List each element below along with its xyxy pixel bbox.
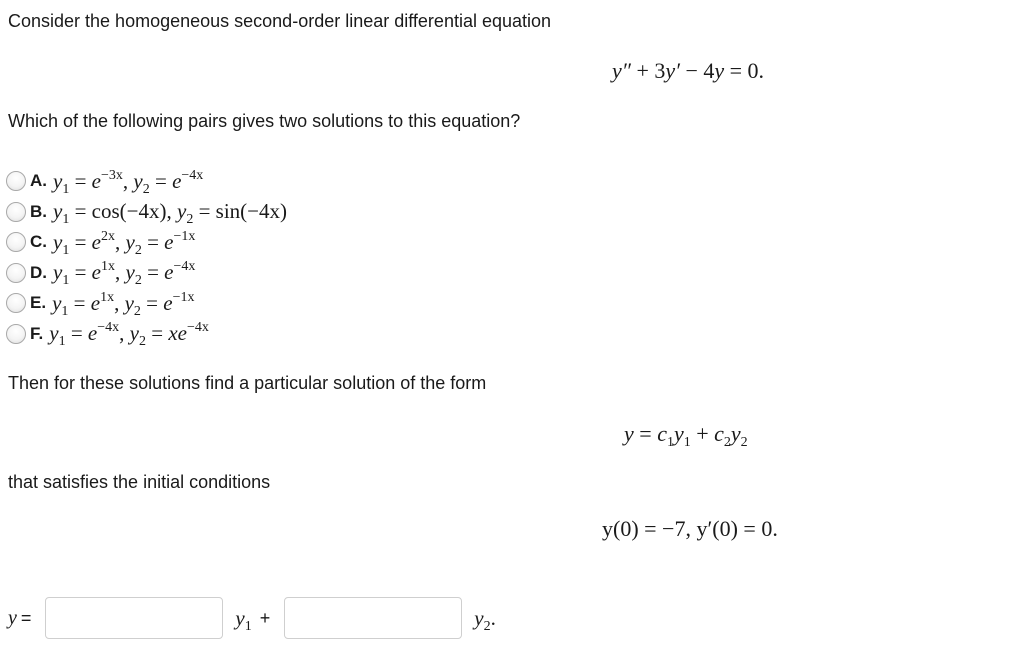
option-letter: B.	[30, 201, 47, 221]
initial-conditions	[602, 516, 778, 542]
answer-y2-term: $y_2$.	[474, 605, 496, 634]
satisfies-text: that satisfies the initial conditions	[8, 472, 271, 492]
option-math: $y_1 = e^{2x}$, $y_2 = e^{-1x}$	[53, 228, 196, 258]
option-letter: D.	[30, 262, 47, 282]
option-letter: E.	[30, 293, 47, 313]
c2-input[interactable]	[284, 597, 462, 639]
eq-y: y	[714, 58, 725, 83]
answer-row	[8, 596, 496, 640]
option-f[interactable]	[6, 319, 287, 350]
radio-button-e[interactable]	[6, 293, 26, 313]
option-math: $y_1 = e^{-3x}$, $y_2 = e^{-4x}$	[53, 167, 204, 197]
option-math: $y_1 = e^{1x}$, $y_2 = e^{-4x}$	[53, 259, 196, 289]
radio-button-c[interactable]	[6, 232, 26, 252]
then-text: Then for these solutions find a particular solution of the form	[8, 373, 487, 393]
eq-equals-zero: = 0.	[724, 58, 765, 83]
option-b[interactable]	[6, 197, 287, 228]
answer-equals: =	[20, 607, 32, 628]
eq-y-double-prime: y″	[612, 58, 631, 83]
initial-condition-2: y′(0) = 0.	[696, 516, 778, 541]
answer-plus: +	[259, 607, 271, 628]
option-math: $y_1 = \cos(-4x)$, $y_2 = \sin(-4x)$	[53, 199, 288, 228]
initial-condition-1: y(0) = −7,	[602, 516, 697, 541]
answer-y1-term: $y_1$	[235, 605, 252, 634]
radio-button-b[interactable]	[6, 202, 26, 222]
option-c[interactable]	[6, 227, 287, 258]
radio-button-d[interactable]	[6, 263, 26, 283]
answer-y-label: y	[8, 606, 17, 629]
option-e[interactable]	[6, 288, 287, 319]
option-d[interactable]	[6, 258, 287, 289]
eq-minus-4: − 4	[679, 58, 715, 83]
option-letter: A.	[30, 171, 47, 191]
option-a[interactable]	[6, 166, 287, 197]
eq-plus-3: + 3	[630, 58, 666, 83]
differential-equation	[612, 58, 764, 84]
c1-input[interactable]	[45, 597, 223, 639]
question-text: Which of the following pairs gives two solutions to this equation?	[8, 111, 521, 131]
option-math: $y_1 = e^{1x}$, $y_2 = e^{-1x}$	[52, 289, 195, 319]
intro-text: Consider the homogeneous second-order linear differential equation	[8, 11, 552, 31]
solution-form: $y = c_1y_1 + c_2y_2$	[624, 421, 748, 450]
radio-button-f[interactable]	[6, 324, 26, 344]
option-letter: C.	[30, 232, 47, 252]
answer-options	[6, 166, 287, 349]
eq-y-prime: y′	[665, 58, 680, 83]
option-math: $y_1 = e^{-4x}$, $y_2 = xe^{-4x}$	[49, 320, 209, 350]
option-letter: F.	[30, 323, 44, 343]
radio-button-a[interactable]	[6, 171, 26, 191]
